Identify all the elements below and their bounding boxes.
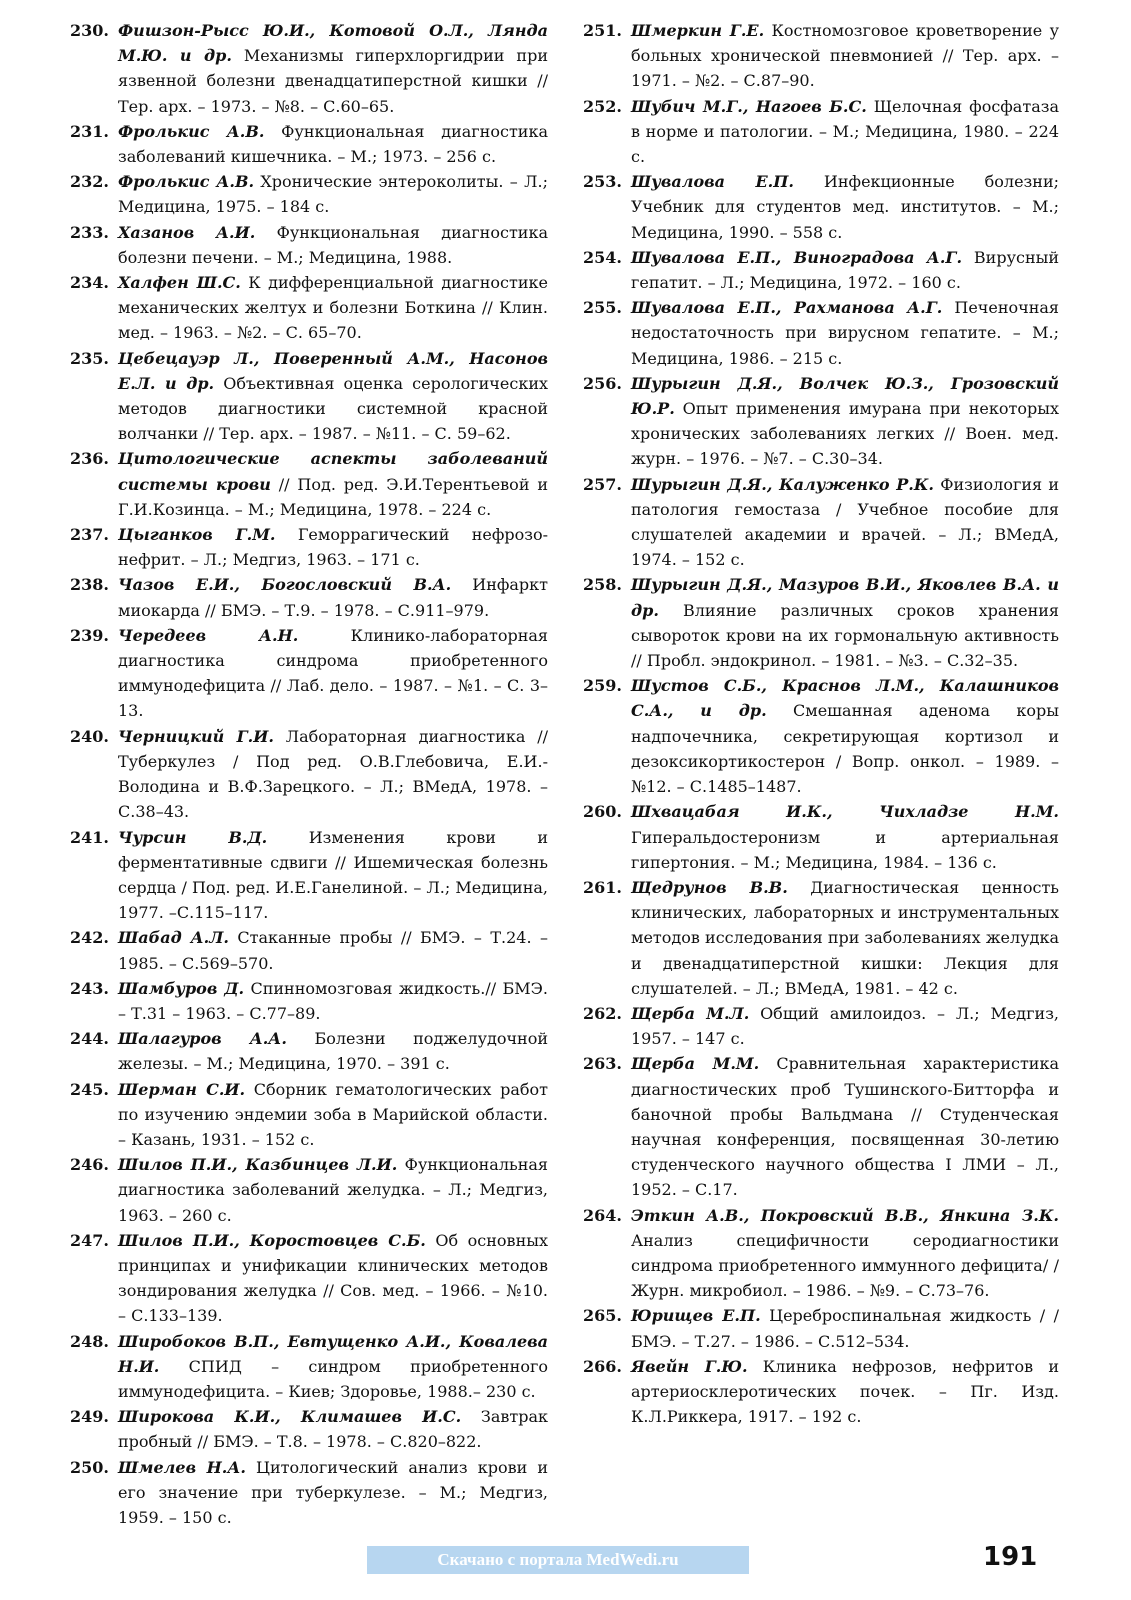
reference-text: Механизмы гиперхлоргидрии при язвенной болезни двенадцатиперстной кишки // Тер. арх. – 1973. – №8. – С.60–65.	[118, 46, 548, 116]
reference-number: 247.	[70, 1230, 109, 1250]
reference-number: 243.	[70, 978, 109, 998]
reference-authors: Фишзон-Рысс Ю.И., Котовой О.Л., Лянда М.Ю. и др.	[118, 21, 548, 66]
reference-text: Щелочная фосфатаза в норме и патологии. – М.; Медицина, 1980. – 224 с.	[631, 96, 1059, 167]
reference-number: 235.	[70, 348, 109, 368]
reference-entry	[70, 572, 548, 622]
reference-text: Спинномозговая жидкость.// БМЭ. – Т.31 – 1963. – С.77–89.	[118, 978, 548, 1023]
reference-authors: Юрищев Е.П.	[631, 1306, 761, 1326]
reference-authors: Широбоков В.П., Евтущенко А.И., Ковалева Н.И.	[118, 1331, 548, 1376]
reference-entry	[70, 925, 548, 975]
reference-authors: Шалагуров А.А.	[118, 1029, 287, 1049]
reference-number: 259.	[583, 676, 622, 696]
reference-number: 252.	[583, 96, 622, 116]
reference-number: 234.	[70, 273, 109, 293]
reference-entry	[70, 220, 548, 270]
reference-text: Анализ специфичности серодиагностики синдрома приобретенного иммунного дефицита/ / Журн. микробиол. – 1986. – №9. – С.73–76.	[631, 1230, 1059, 1301]
reference-entry	[70, 825, 548, 926]
reference-authors: Шабад А.Л.	[118, 928, 229, 948]
reference-number: 260.	[583, 802, 622, 822]
reference-number: 261.	[583, 877, 622, 897]
reference-number: 232.	[70, 172, 109, 192]
reference-text: Геморрагический нефрозо-нефрит. – Л.; Медгиз, 1963. – 171 с.	[118, 525, 549, 570]
reference-text: Сравнительная характеристика диагностических проб Тушинского-Битторфа и баночной пробы Вальдмана // Студенческая научная конференция, посвященная 30-летию студенческого научного общества I ЛМИ – Л., 1952. – С.17.	[631, 1054, 1059, 1200]
reference-authors: Шерман С.И.	[118, 1079, 246, 1099]
reference-entry	[70, 169, 548, 219]
reference-entry	[70, 1404, 548, 1454]
reference-authors: Эткин А.В., Покровский В.В., Янкина З.К.	[631, 1205, 1059, 1225]
reference-authors: Чурсин В.Д.	[118, 827, 268, 847]
reference-entry	[70, 346, 548, 447]
reference-authors: Шубич М.Г., Нагоев Б.С.	[631, 96, 867, 116]
reference-number: 264.	[583, 1205, 622, 1225]
reference-text: Лабораторная диагностика // Туберкулез / Под ред. О.В.Глебовича, Е.И.-Володина и В.Ф.Зарецкого. – Л.; ВМедА, 1978. – С.38–43.	[118, 726, 549, 822]
reference-text: Цитологический анализ крови и его значение при туберкулезе. – М.; Медгиз, 1959. – 150 с.	[118, 1457, 548, 1527]
reference-number: 256.	[583, 373, 622, 393]
reference-text: Стаканные пробы // БМЭ. – Т.24. – 1985. – С.569–570.	[118, 928, 548, 973]
reference-text: // Под. ред. Э.И.Терентьевой и Г.И.Козинца. – М.; Медицина, 1978. – 224 с.	[118, 474, 548, 519]
reference-authors: Шувалова Е.П., Рахманова А.Г.	[631, 298, 943, 318]
reference-number: 237.	[70, 525, 109, 545]
reference-number: 248.	[70, 1331, 109, 1351]
reference-entry	[70, 1077, 548, 1153]
reference-entry	[583, 1303, 1059, 1353]
reference-authors: Шмелев Н.А.	[118, 1457, 246, 1477]
reference-number: 244.	[70, 1029, 109, 1049]
reference-authors: Щерба М.Л.	[631, 1003, 750, 1023]
reference-authors: Шмеркин Г.Е.	[631, 21, 765, 40]
reference-text: Смешанная аденома коры надпочечника, секретирующая кортизол и дезоксикортикостерон / Вопр. онкол. – 1989. – №12. – С.1485–1487.	[631, 701, 1059, 797]
reference-text: К дифференциальной диагностике механических желтух и болезни Боткина // Клин. мед. – 1963. – №2. – С. 65–70.	[118, 273, 548, 343]
reference-text: Опыт применения имурана при некоторых хронических заболеваниях легких // Воен. мед. журн. – 1976. – №7. – С.30–34.	[631, 399, 1059, 469]
reference-number: 233.	[70, 222, 109, 242]
reference-number: 246.	[70, 1155, 109, 1175]
reference-number: 262.	[583, 1003, 622, 1023]
reference-authors: Шхвацабая И.К., Чихладзе Н.М.	[631, 802, 1059, 822]
reference-text: Хронические энтероколиты. – Л.; Медицина, 1975. – 184 с.	[118, 172, 548, 217]
reference-authors: Щерба М.М.	[631, 1054, 760, 1074]
reference-authors: Шамбуров Д.	[118, 978, 245, 998]
reference-entry	[70, 270, 548, 346]
reference-entry	[70, 1329, 548, 1405]
reference-text: Об основных принципах и унификации клинических методов зондирования желудка // Сов. мед. – 1966. – №10. – С.133–139.	[118, 1230, 548, 1326]
reference-number: 241.	[70, 827, 109, 847]
reference-authors: Фролькис А.В.	[118, 121, 265, 141]
reference-text: Сборник гематологических работ по изучению эндемии зоба в Марийской области. – Казань, 1931. – 152 с.	[118, 1079, 548, 1149]
reference-authors: Фролькис А.В.	[118, 172, 255, 192]
reference-number: 253.	[583, 172, 622, 192]
reference-text: Функциональная диагностика болезни печени. – М.; Медицина, 1988.	[118, 222, 548, 267]
reference-entry	[583, 295, 1059, 371]
reference-title: Цитологические аспекты заболеваний системы крови	[118, 449, 548, 494]
reference-text: Инфекционные болезни; Учебник для студентов мед. институтов. – М.; Медицина, 1990. – 558 с.	[631, 172, 1060, 242]
reference-number: 263.	[583, 1054, 622, 1074]
reference-text: Инфаркт миокарда // БМЭ. – Т.9. – 1978. – С.911–979.	[118, 575, 549, 620]
reference-number: 254.	[583, 247, 622, 267]
references-left-column	[70, 18, 548, 1530]
reference-text: Болезни поджелудочной железы. – М.; Медицина, 1970. – 391 с.	[118, 1029, 548, 1074]
reference-authors: Явейн Г.Ю.	[631, 1356, 748, 1376]
reference-authors: Шурыгин Д.Я., Мазуров В.И., Яковлев В.А. и др.	[631, 575, 1059, 620]
reference-text: СПИД – синдром приобретенного иммунодефицита. – Киев; Здоровье, 1988.– 230 с.	[118, 1356, 548, 1401]
reference-authors: Цебецауэр Л., Поверенный А.М., Насонов Е.Л. и др.	[118, 348, 548, 393]
reference-entry	[583, 169, 1059, 245]
reference-text: Объективная оценка серологических методов диагностики системной красной волчанки // Тер. арх. – 1987. – №11. – С. 59–62.	[118, 373, 549, 444]
reference-entry	[70, 1026, 548, 1076]
reference-entry	[583, 572, 1059, 673]
reference-number: 242.	[70, 928, 109, 948]
reference-entry	[70, 18, 548, 119]
reference-text: Функциональная диагностика заболеваний кишечника. – М.; 1973. – 256 с.	[118, 121, 548, 167]
reference-number: 266.	[583, 1356, 622, 1376]
reference-entry	[583, 18, 1059, 94]
reference-entry	[70, 1455, 548, 1531]
reference-authors: Шилов П.И., Коростовцев С.Б.	[118, 1230, 426, 1250]
reference-entry	[70, 119, 548, 169]
reference-number: 258.	[583, 575, 622, 595]
reference-authors: Шилов П.И., Казбинцев Л.И.	[118, 1155, 398, 1175]
reference-authors: Халфен Ш.С.	[118, 273, 241, 293]
reference-number: 240.	[70, 726, 109, 746]
reference-number: 238.	[70, 575, 109, 595]
reference-entry	[583, 875, 1059, 1001]
reference-text: Печеночная недостаточность при вирусном гепатите. – М.; Медицина, 1986. – 215 с.	[631, 298, 1059, 368]
reference-entry	[583, 371, 1059, 472]
reference-text: Цереброспинальная жидкость / / БМЭ. – Т.27. – 1986. – С.512–534.	[631, 1306, 1059, 1351]
reference-number: 255.	[583, 298, 622, 318]
reference-entry	[70, 724, 548, 825]
reference-entry	[70, 976, 548, 1026]
reference-authors: Шувалова Е.П.	[631, 172, 794, 192]
reference-authors: Шувалова Е.П., Виноградова А.Г.	[631, 247, 963, 267]
reference-entry	[583, 245, 1059, 295]
reference-text: Изменения крови и ферментативные сдвиги // Ишемическая болезнь сердца / Под. ред. И.Е.Ганелиной. – Л.; Медицина, 1977. –С.115–117.	[118, 827, 548, 923]
reference-text: Клиника нефрозов, нефритов и артериосклеротических почек. – Пг. Изд. К.Л.Риккера, 1917. – 192 с.	[631, 1356, 1059, 1427]
reference-entry	[70, 623, 548, 724]
reference-text: Вирусный гепатит. – Л.; Медицина, 1972. – 160 с.	[631, 247, 1060, 293]
watermark-banner: Скачано с портала MedWedi.ru	[367, 1546, 749, 1574]
reference-number: 249.	[70, 1407, 109, 1427]
reference-entry	[583, 1354, 1059, 1430]
reference-authors: Цыганков Г.М.	[118, 525, 276, 545]
reference-authors: Шустов С.Б., Краснов Л.М., Калашников С.А., и др.	[631, 676, 1059, 721]
reference-number: 245.	[70, 1079, 109, 1099]
reference-text: Физиология и патология гемостаза / Учебное пособие для слушателей академии и врачей. – Л.; ВМедА, 1974. – 152 с.	[631, 474, 1059, 570]
reference-authors: Черницкий Г.И.	[118, 726, 274, 746]
reference-text: Функциональная диагностика заболеваний желудка. – Л.; Медгиз, 1963. – 260 с.	[118, 1155, 548, 1225]
reference-entry	[583, 1051, 1059, 1202]
reference-number: 236.	[70, 449, 109, 469]
reference-authors: Чередеев А.Н.	[118, 625, 299, 645]
reference-authors: Хазанов А.И.	[118, 222, 256, 242]
reference-number: 250.	[70, 1457, 109, 1477]
reference-authors: Шурыгин Д.Я., Волчек Ю.З., Грозовский Ю.Р.	[631, 373, 1059, 419]
reference-number: 230.	[70, 21, 109, 40]
reference-text: Завтрак пробный // БМЭ. – Т.8. – 1978. – С.820–822.	[118, 1407, 548, 1452]
reference-text: Костномозговое кроветворение у больных хронической пневмонией // Тер. арх. – 1971. – №2. – С.87–90.	[631, 21, 1059, 91]
reference-authors: Щедрунов В.В.	[631, 877, 788, 897]
reference-text: Диагностическая ценность клинических, лабораторных и инструментальных методов исследования при заболеваниях желудка и двенадцатиперстной кишки: Лекция для слушателей. – Л.; ВМедА, 1981. – 42 с.	[631, 877, 1059, 998]
reference-text: Гиперальдостеронизм и артериальная гипертония. – М.; Медицина, 1984. – 136 с.	[631, 827, 1059, 872]
reference-entry	[583, 799, 1059, 875]
reference-entry	[583, 94, 1059, 170]
reference-entry	[70, 1152, 548, 1228]
reference-number: 257.	[583, 474, 622, 494]
reference-entry	[583, 1203, 1059, 1304]
reference-entry	[70, 446, 548, 522]
page-number: 191	[983, 1542, 1038, 1572]
reference-number: 231.	[70, 121, 109, 141]
reference-text: Клинико-лабораторная диагностика синдрома приобретенного иммунодефицита // Лаб. дело. – 1987. – №1. – С. 3–13.	[118, 625, 548, 721]
reference-number: 239.	[70, 625, 109, 645]
reference-authors: Шурыгин Д.Я., Калуженко Р.К.	[631, 474, 934, 494]
reference-number: 265.	[583, 1306, 622, 1326]
reference-entry	[70, 1228, 548, 1329]
reference-authors: Широкова К.И., Климашев И.С.	[118, 1407, 462, 1427]
reference-number: 251.	[583, 21, 622, 40]
reference-text: Влияние различных сроков хранения сывороток крови на их гормональную активность // Пробл. эндокринол. – 1981. – №3. – С.32–35.	[631, 600, 1059, 671]
reference-entry	[583, 673, 1059, 799]
references-right-column	[583, 18, 1059, 1429]
reference-entry	[583, 472, 1059, 573]
reference-authors: Чазов Е.И., Богословский В.А.	[118, 575, 452, 595]
reference-entry	[583, 1001, 1059, 1051]
reference-text: Общий амилоидоз. – Л.; Медгиз, 1957. – 147 с.	[631, 1003, 1059, 1049]
reference-entry	[70, 522, 548, 572]
